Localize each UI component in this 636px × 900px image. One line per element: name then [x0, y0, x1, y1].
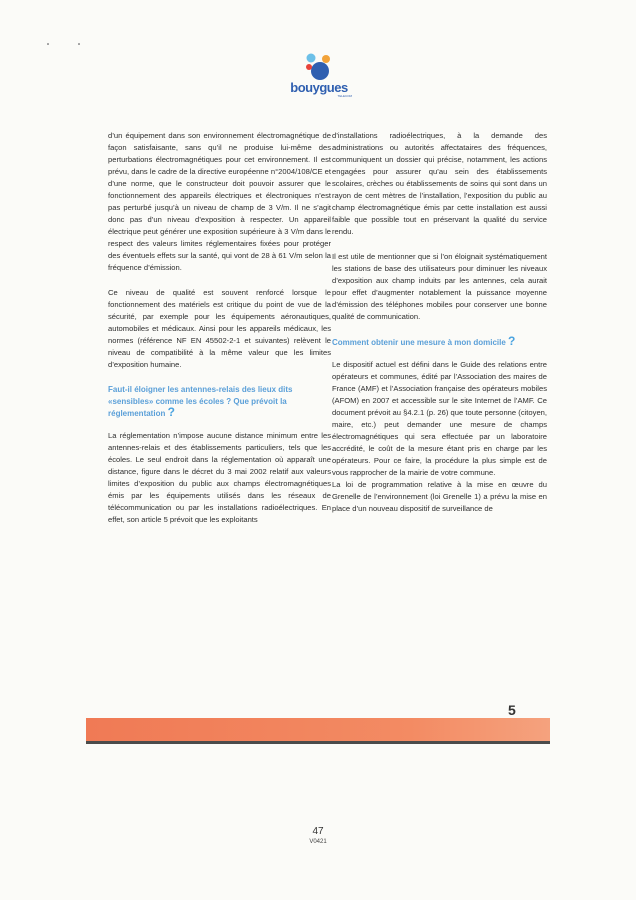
paragraph: d’un équipement dans son environnement électromagnétique de façon satisfaisante, sans qu’il ne produise lui-même des perturbations électromagnétiques pour cet environnement. Il est prévu, dans le cadre de la directive européenne n°2004/108/CE et d’une norme, que le constructeur doit pouvoir assurer que le fonctionnement des appareils électriques et électroniques n’est pas perturbé jusqu’à un niveau de champ de 3 V/m. Il ne s’agit donc pas d’un niveau d’exposition à respecter. Un appareil électrique peut générer une exposition supérieure à 3 V/m dans le respect des valeurs limites réglementaires fixées pour protéger des éventuels effets sur la santé, qui vont de 28 à 61 V/m selon la fréquence d’émission.: [108, 131, 331, 272]
section-number: 5: [508, 702, 516, 718]
question-mark-icon: ?: [508, 334, 516, 348]
paragraph: La réglementation n’impose aucune distance minimum entre les antennes-relais et des établissements particuliers, tels que les écoles. Le seul endroit dans la réglementation où apparaît une distance, figure dans le décret du 3 mai 2002 relatif aux valeurs limites d’exposition du public aux champs électromagnétiques émis par les équipements utilisés dans les réseaux de télécommunication ou par les installations radioélectriques. En effet, son article 5 prévoit que les exploitants: [108, 430, 331, 524]
scan-speck: [47, 43, 49, 45]
brand-sub: TELECOM: [337, 94, 352, 98]
footer-band: [86, 718, 550, 743]
scan-speck: [78, 43, 80, 45]
section-heading-text: Comment obtenir une mesure à mon domicile: [332, 338, 506, 347]
page-number: 47: [312, 826, 324, 837]
left-column: [108, 130, 331, 539]
brand-name: bouygues: [290, 80, 348, 95]
section-heading-text: Faut-il éloigner les antennes-relais des lieux dits «sensibles» comme les écoles ? Que prévoit la réglementation: [108, 385, 293, 418]
question-mark-icon: ?: [167, 405, 175, 419]
paragraph: La loi de programmation relative à la mise en œuvre du Grenelle de l’environnement (loi Grenelle 1) a prévu la mise en place d’un nouveau dispositif de surveillance de: [332, 479, 547, 513]
right-column: [332, 130, 547, 528]
brand-logo-icon: [280, 50, 358, 84]
paragraph: Le dispositif actuel est défini dans le Guide des relations entre opérateurs et communes, édité par l’Association des maires de France (AMF) et l’Association française des opérateurs mobiles (AFOM) en 2007 et accessible sur le site Internet de l’AMF. Ce document prévoit au §4.2.1 (p. 26) que toute personne (citoyen, maire, etc.) peut demander une mesure de champs électromagnétiques qui sera effectuée par un laboratoire accrédité, le coût de la mesure étant pris en charge par les opérateurs. Pour ce faire, la procédure la plus simple est de vous rapprocher de la mairie de votre commune.: [332, 359, 547, 477]
brand-logo: [280, 50, 358, 100]
paragraph: d’installations radioélectriques, à la demande des administrations ou autorités affectataires des fréquences, communiquent un dossier qui précise, notamment, les actions engagées pour assurer qu’au sein des établissements scolaires, crèches ou établissements de soins qui sont dans un rayon de cent mètres de l’installation, l’exposition du public au champ électromagnétique émis par cette installation est aussi faible que possible tout en préservant la qualité du service rendu.: [332, 131, 547, 236]
paragraph: Il est utile de mentionner que si l’on éloignait systématiquement les stations de base des utilisateurs pour diminuer les niveaux d’exposition aux champ induits par les antennes, cela aurait pour effet d’augmenter notablement la puissance moyenne d’émission des téléphones mobiles pour conserver une bonne qualité de communication.: [332, 252, 547, 321]
paragraph: Ce niveau de qualité est souvent renforcé lorsque le fonctionnement des matériels est critique du point de vue de la sécurité, par exemple pour les équipements aéronautiques, automobiles et médicaux. Ainsi pour les appareils médicaux, les normes (référence NF EN 45502-2-1 et suivantes) relèvent le niveau de compatibilité à la même valeur que les limites d’exposition humaine.: [108, 288, 331, 369]
footer-rule: [86, 741, 550, 744]
section-heading: [332, 336, 547, 349]
section-heading: [108, 384, 331, 420]
version-label: V0421: [309, 839, 327, 845]
